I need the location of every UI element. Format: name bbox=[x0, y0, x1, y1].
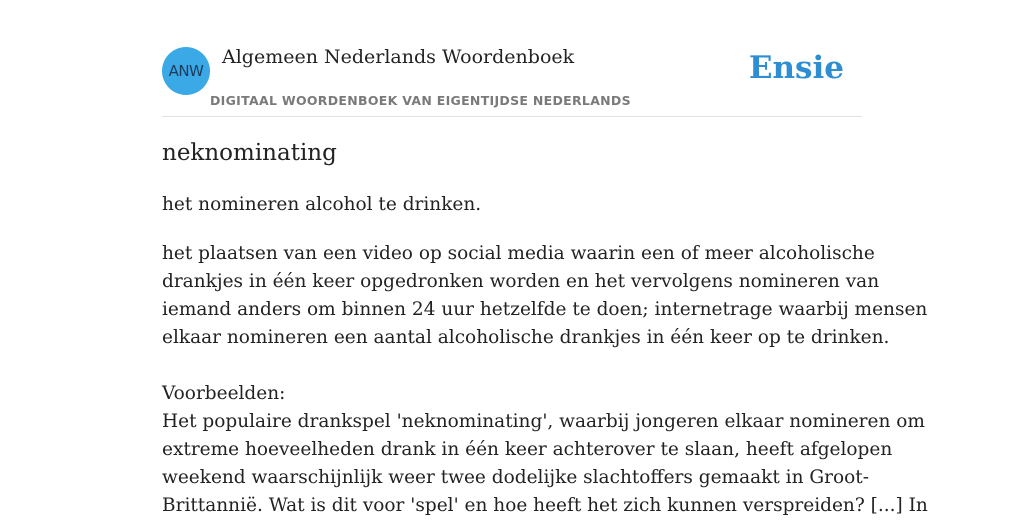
examples-label: Voorbeelden: bbox=[162, 383, 286, 404]
definition-line: elkaar nomineren een aantal alcoholische drankjes in één keer op te drinken. bbox=[162, 327, 890, 348]
example-line: Het populaire drankspel 'neknominating', waarbij jongeren elkaar nomineren om bbox=[162, 411, 925, 432]
ensie-brand-logo[interactable]: Ensie bbox=[748, 50, 844, 86]
site-header bbox=[162, 0, 862, 117]
spacer bbox=[162, 352, 862, 380]
example-line: extreme hoeveelheden drank in één keer achterover te slaan, heeft afgelopen bbox=[162, 439, 893, 460]
example-line: Brittannië. Wat is dit voor 'spel' en hoe heeft het zich kunnen verspreiden? [...] In bbox=[162, 495, 928, 516]
page-container bbox=[162, 0, 928, 516]
site-subtitle: DIGITAAL WOORDENBOEK VAN EIGENTIJDSE NEDERLANDS bbox=[210, 93, 631, 108]
entry-headword: neknominating bbox=[162, 140, 337, 166]
definition-line: het plaatsen van een video op social media waarin een of meer alcoholische bbox=[162, 243, 875, 264]
definition-line: iemand anders om binnen 24 uur hetzelfde te doen; internetrage waarbij mensen bbox=[162, 299, 928, 320]
short-definition: het nomineren alcohol te drinken. bbox=[162, 194, 482, 215]
anw-logo[interactable]: ANW bbox=[162, 47, 210, 95]
definition-line: drankjes in één keer opgedronken worden en het vervolgens nomineren van bbox=[162, 271, 880, 292]
long-definition bbox=[162, 240, 928, 520]
example-line: weekend waarschijnlijk weer twee dodelijke slachtoffers gemaakt in Groot- bbox=[162, 467, 869, 488]
site-title[interactable]: Algemeen Nederlands Woordenboek bbox=[222, 46, 575, 68]
